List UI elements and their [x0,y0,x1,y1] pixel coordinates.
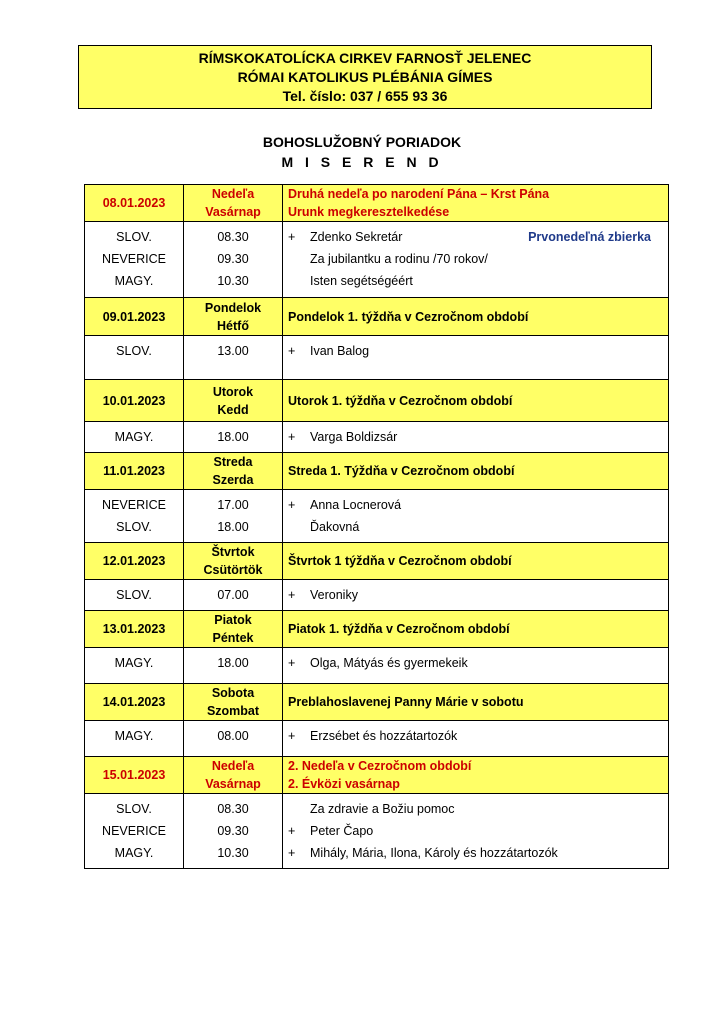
day-date: 15.01.2023 [85,757,184,794]
mass-intention-line [288,652,668,674]
mass-language-cell [85,580,184,611]
mass-intention: Erzsébet és hozzátartozók [310,729,458,743]
day-date: 08.01.2023 [85,185,184,222]
celebration-cell [283,684,669,721]
mass-language: NEVERICE [102,824,166,838]
parish-name-hu: RÓMAI KATOLIKUS PLÉBÁNIA GÍMES [237,69,493,85]
mass-intention-cell [283,580,669,611]
day-name-hu: Hétfő [217,318,249,333]
mass-time: 18.00 [217,430,249,444]
celebration-cell [283,380,669,422]
mass-language-cell [85,222,184,298]
mass-intention-line [288,725,668,747]
day-name-sk: Sobota [211,686,255,700]
celebration-cell [283,298,669,336]
mass-language-cell [85,721,184,757]
deceased-cross-icon: + [288,846,296,860]
mass-intention: Olga, Mátyás és gyermekeik [310,656,468,670]
day-header-row [85,453,669,490]
mass-schedule-table [84,184,669,869]
mass-intention-cell [283,336,669,380]
mass-intention-cell [283,490,669,543]
mass-intention-cell [283,222,669,298]
mass-time: 08.00 [217,729,249,743]
mass-intention-cell [283,422,669,453]
day-date: 12.01.2023 [85,543,184,580]
day-name-sk: Štvrtok [211,545,255,559]
mass-row [85,336,669,380]
mass-intention: Ivan Balog [310,344,370,358]
mass-time-cell [184,794,283,869]
mass-language-cell [85,490,184,543]
mass-language: SLOV. [116,344,152,358]
mass-intention-cell [283,794,669,869]
mass-language: MAGY. [114,656,154,670]
mass-intention: Zdenko Sekretár [310,230,403,244]
day-name-sk: Pondelok [204,300,262,315]
day-name-cell [184,543,283,580]
mass-language: MAGY. [114,846,154,860]
mass-intention-cell [283,721,669,757]
celebration-title: 2. Nedeľa v Cezročnom období [288,759,472,773]
deceased-cross-icon: + [288,588,296,602]
mass-intention-line [288,820,668,842]
mass-intention-line [288,340,668,362]
mass-intention: Anna Locnerová [310,498,402,512]
day-name-cell [184,185,283,222]
day-name-cell [184,453,283,490]
mass-language: SLOV. [116,520,152,534]
day-header-row [85,380,669,422]
day-name-cell [184,757,283,794]
mass-time: 07.00 [217,588,249,602]
deceased-cross-icon: + [288,498,296,512]
day-date: 14.01.2023 [85,684,184,721]
mass-intention-line [288,270,668,292]
mass-time: 09.30 [217,252,249,266]
mass-time-cell [184,721,283,757]
deceased-cross-icon: + [288,430,296,444]
celebration-cell [283,611,669,648]
mass-row [85,222,669,298]
celebration-title: Preblahoslavenej Panny Márie v sobotu [288,695,524,709]
mass-time-cell [184,422,283,453]
mass-language-cell [85,648,184,684]
day-name-cell [184,611,283,648]
celebration-title: Streda 1. Týždňa v Cezročnom období [288,464,515,478]
deceased-cross-icon: + [288,656,296,670]
parish-header [78,45,652,109]
mass-intention-line [288,226,668,248]
celebration-cell [283,185,669,222]
mass-row [85,490,669,543]
mass-time: 18.00 [217,520,249,534]
mass-time: 09.30 [217,824,249,838]
day-name-hu: Csütörtök [203,563,263,577]
mass-row [85,422,669,453]
day-name-sk: Nedeľa [211,759,255,773]
mass-time-cell [184,490,283,543]
mass-time: 13.00 [217,344,249,358]
day-name-hu: Vasárnap [205,777,261,791]
mass-language-cell [85,422,184,453]
celebration-title: Piatok 1. týždňa v Cezročnom období [288,622,510,636]
schedule-title-hu: M I S E R E N D [281,154,443,170]
day-header-row [85,543,669,580]
mass-language-cell [85,336,184,380]
day-name-sk: Piatok [214,613,252,627]
day-name-hu: Péntek [212,631,254,645]
day-date: 11.01.2023 [85,453,184,490]
mass-language: SLOV. [116,230,152,244]
mass-language: SLOV. [116,588,152,602]
mass-language: NEVERICE [102,498,166,512]
mass-time-cell [184,580,283,611]
day-name-hu: Vasárnap [205,205,261,219]
day-name-hu: Szombat [206,704,260,718]
mass-intention-line [288,798,668,820]
mass-intention-line [288,494,668,516]
celebration-title: Druhá nedeľa po narodení Pána – Krst Pána [288,187,550,201]
day-name-hu: Kedd [217,402,249,417]
mass-language-cell [85,794,184,869]
mass-language: MAGY. [114,274,154,288]
parish-name-sk: RÍMSKOKATOLÍCKA CIRKEV FARNOSŤ JELENEC [198,50,532,66]
day-name-sk: Streda [213,455,253,469]
celebration-cell [283,543,669,580]
mass-time: 08.30 [217,230,249,244]
day-header-row [85,757,669,794]
mass-intention: Ďakovná [310,520,360,534]
deceased-cross-icon: + [288,344,296,358]
mass-language: SLOV. [116,802,152,816]
day-date: 09.01.2023 [85,298,184,336]
celebration-cell [283,757,669,794]
mass-time: 10.30 [217,846,249,860]
mass-row [85,580,669,611]
day-name-cell [184,298,283,336]
celebration-subtitle: 2. Évközi vasárnap [288,777,400,791]
collection-note: Prvonedeľná zbierka [528,230,651,244]
mass-intention: Isten segétségéért [310,274,413,288]
mass-language: MAGY. [114,430,154,444]
mass-intention: Za zdravie a Božiu pomoc [310,802,455,816]
day-date: 10.01.2023 [85,380,184,422]
day-header-row [85,684,669,721]
day-header-row [85,611,669,648]
celebration-title: Pondelok 1. týždňa v Cezročnom období [288,309,529,324]
mass-time: 10.30 [217,274,249,288]
mass-time-cell [184,336,283,380]
mass-intention: Varga Boldizsár [310,430,398,444]
mass-time: 18.00 [217,656,249,670]
schedule-title-sk: BOHOSLUŽOBNÝ PORIADOK [262,134,462,150]
celebration-subtitle: Urunk megkeresztelkedése [288,205,450,219]
parish-phone: Tel. číslo: 037 / 655 93 36 [282,88,448,104]
day-name-cell [184,684,283,721]
mass-language: MAGY. [114,729,154,743]
mass-intention: Peter Čapo [310,824,374,838]
mass-intention-line [288,248,668,270]
celebration-title: Utorok 1. týždňa v Cezročnom období [288,393,513,408]
mass-intention-line [288,516,668,538]
day-name-hu: Szerda [212,473,254,487]
mass-intention: Veroniky [310,588,358,602]
mass-time: 17.00 [217,498,249,512]
deceased-cross-icon: + [288,729,296,743]
mass-row [85,648,669,684]
mass-time-cell [184,648,283,684]
mass-language: NEVERICE [102,252,166,266]
mass-intention: Za jubilantku a rodinu /70 rokov/ [310,252,488,266]
day-name-sk: Utorok [212,384,254,399]
day-header-row [85,298,669,336]
deceased-cross-icon: + [288,824,296,838]
deceased-cross-icon: + [288,230,296,244]
mass-row [85,794,669,869]
day-date: 13.01.2023 [85,611,184,648]
mass-intention-line [288,842,668,864]
mass-row [85,721,669,757]
mass-intention: Mihály, Mária, Ilona, Károly és hozzátartozók [310,846,558,860]
mass-time-cell [184,222,283,298]
day-header-row [85,185,669,222]
mass-intention-line [288,426,668,448]
celebration-title: Štvrtok 1 týždňa v Cezročnom období [288,554,512,568]
mass-intention-cell [283,648,669,684]
mass-time: 08.30 [217,802,249,816]
celebration-cell [283,453,669,490]
day-name-cell [184,380,283,422]
day-name-sk: Nedeľa [211,187,255,201]
mass-intention-line [288,584,668,606]
